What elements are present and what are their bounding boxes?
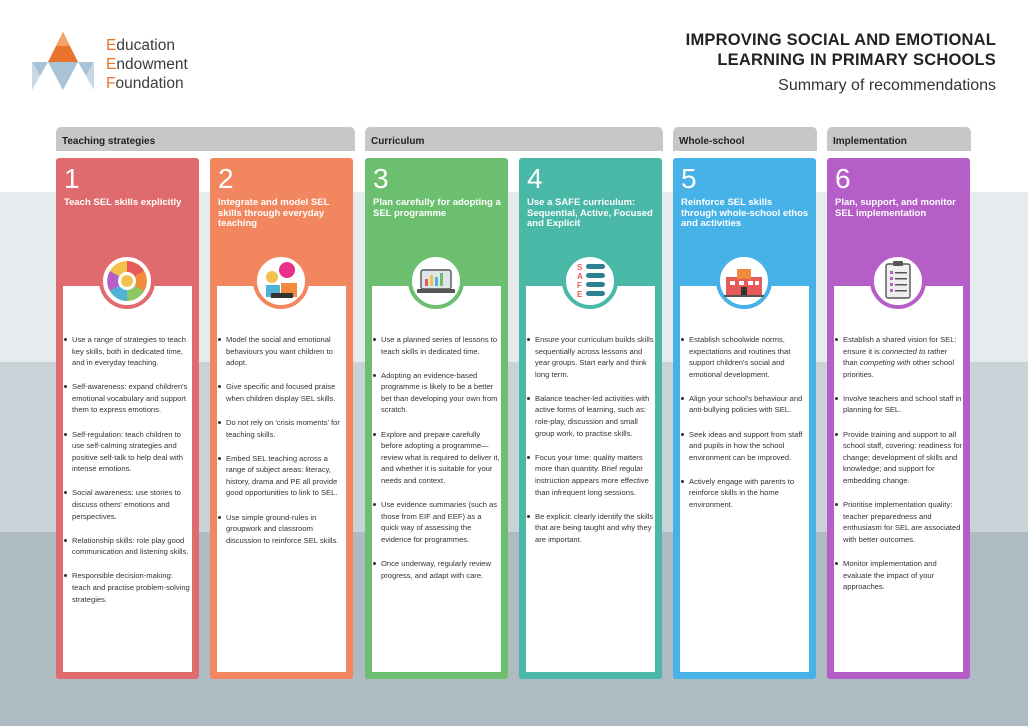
list-item: Focus your time: quality matters more than quantity. Brief regular instruction appears more effective than infrequent long sessions. xyxy=(527,452,655,498)
recommendation-card-4 xyxy=(519,158,662,679)
list-item: Provide training and support to all school staff, covering: readiness for change; development of skills and knowledge; and support for embedding change. xyxy=(835,429,963,487)
bullet-list xyxy=(373,334,501,594)
logo-line-3: Foundation xyxy=(106,75,184,92)
card-number: 5 xyxy=(681,163,697,194)
list-item: Balance teacher-led activities with active forms of learning, such as: role-play, discussion and small group work, to practise skills. xyxy=(527,393,655,439)
list-item: Align your school's behaviour and anti-bullying policies with SEL. xyxy=(681,393,809,416)
triangle-logo-icon xyxy=(30,30,100,94)
title-line-1: IMPROVING SOCIAL AND EMOTIONAL xyxy=(685,31,996,49)
list-item: Do not rely on 'crisis moments' for teaching skills. xyxy=(218,417,346,440)
list-item: Embed SEL teaching across a range of subject areas: literacy, history, drama and PE all provide good opportunities to link to SEL. xyxy=(218,453,346,499)
safe-list-icon xyxy=(562,253,618,309)
page-subtitle: Summary of recommendations xyxy=(778,77,996,94)
teacher-book-icon xyxy=(253,253,309,309)
list-item: Ensure your curriculum builds skills sequentially across lessons and year groups. Start early and think long term. xyxy=(527,334,655,380)
card-number: 4 xyxy=(527,163,543,194)
logo-text xyxy=(106,36,188,93)
list-item: Give specific and focused praise when children display SEL skills. xyxy=(218,381,346,404)
page-title xyxy=(686,30,996,70)
logo-line-2: Endowment xyxy=(106,56,188,73)
list-item: Use a planned series of lessons to teach skills in dedicated time. xyxy=(373,334,501,357)
card-number: 6 xyxy=(835,163,851,194)
safe-letter-s: S xyxy=(577,263,583,272)
title-line-2: LEARNING IN PRIMARY SCHOOLS xyxy=(717,51,996,69)
list-item: Use evidence summaries (such as those from EIF and EEF) as a quick way of assessing the evidence for programmes. xyxy=(373,499,501,545)
list-item: Self-awareness: expand children's emotional vocabulary and support them to express emotions. xyxy=(64,381,192,416)
section-teaching-strategies: Teaching strategies xyxy=(56,127,355,151)
bullet-list xyxy=(835,334,963,605)
card-title: Plan, support, and monitor SEL implementation xyxy=(835,197,956,219)
list-item: Use simple ground-rules in groupwork and classroom discussion to reinforce SEL skills. xyxy=(218,512,346,547)
list-item: Responsible decision-making: teach and practise problem-solving strategies. xyxy=(64,570,192,605)
logo-line-1: Education xyxy=(106,37,175,54)
recommendation-card-5 xyxy=(673,158,816,679)
bullet-list xyxy=(681,334,809,523)
list-item: Model the social and emotional behaviours you want children to adopt. xyxy=(218,334,346,369)
safe-letter-e: E xyxy=(577,290,583,299)
list-item: Establish schoolwide norms, expectations and routines that support children's social and emotional development. xyxy=(681,334,809,380)
section-implementation: Implementation xyxy=(827,127,971,151)
list-item: Seek ideas and support from staff and pupils in how the school environment can be improved. xyxy=(681,429,809,464)
card-title: Reinforce SEL skills through whole-school ethos and activities xyxy=(681,197,809,229)
card-title: Teach SEL skills explicitly xyxy=(64,197,182,208)
recommendation-card-2 xyxy=(210,158,353,679)
section-curriculum: Curriculum xyxy=(365,127,663,151)
list-item: Establish a shared vision for SEL: ensure it is connected to rather than competing with other school priorities. xyxy=(835,334,963,380)
section-whole-school: Whole-school xyxy=(673,127,817,151)
list-item: Involve teachers and school staff in planning for SEL. xyxy=(835,393,963,416)
list-item: Adopting an evidence-based programme is likely to be a better bet than developing your own from scratch. xyxy=(373,370,501,416)
clipboard-checklist-icon xyxy=(870,253,926,309)
recommendation-card-6 xyxy=(827,158,970,679)
card-number: 3 xyxy=(373,163,389,194)
list-item: Prioritise implementation quality: teacher preparedness and enthusiasm for SEL are associated with better outcomes. xyxy=(835,499,963,545)
bullet-list xyxy=(64,334,192,618)
card-number: 2 xyxy=(218,163,234,194)
card-title: Plan carefully for adopting a SEL programme xyxy=(373,197,501,219)
bullet-list xyxy=(218,334,346,559)
list-item: Self-regulation: teach children to use self-calming strategies and positive self-talk to help deal with intense emotions. xyxy=(64,429,192,475)
list-item: Explore and prepare carefully before adopting a programme—review what is required to deliver it, and whether it is suitable for your needs and context. xyxy=(373,429,501,487)
list-item: Once underway, regularly review progress, and adapt with care. xyxy=(373,558,501,581)
list-item: Actively engage with parents to reinforce skills in the home environment. xyxy=(681,476,809,511)
card-number: 1 xyxy=(64,163,80,194)
list-item: Be explicit: clearly identify the skills that are being taught and why they are important. xyxy=(527,511,655,546)
card-title: Integrate and model SEL skills through everyday teaching xyxy=(218,197,330,229)
list-item: Use a range of strategies to teach key skills, both in dedicated time, and in everyday teaching. xyxy=(64,334,192,369)
bullet-list xyxy=(527,334,655,558)
school-building-icon xyxy=(716,253,772,309)
safe-letter-f: F xyxy=(577,281,582,290)
list-item: Relationship skills: role play good communication and listening skills. xyxy=(64,535,192,558)
card-title: Use a SAFE curriculum: Sequential, Active, Focused and Explicit xyxy=(527,197,653,229)
safe-letter-a: A xyxy=(577,272,583,281)
list-item: Monitor implementation and evaluate the impact of your approaches. xyxy=(835,558,963,593)
emotion-wheel-icon xyxy=(99,253,155,309)
recommendation-card-1 xyxy=(56,158,199,679)
laptop-chart-icon xyxy=(408,253,464,309)
recommendation-card-3 xyxy=(365,158,508,679)
list-item: Social awareness: use stories to discuss others' emotions and perspectives. xyxy=(64,487,192,522)
